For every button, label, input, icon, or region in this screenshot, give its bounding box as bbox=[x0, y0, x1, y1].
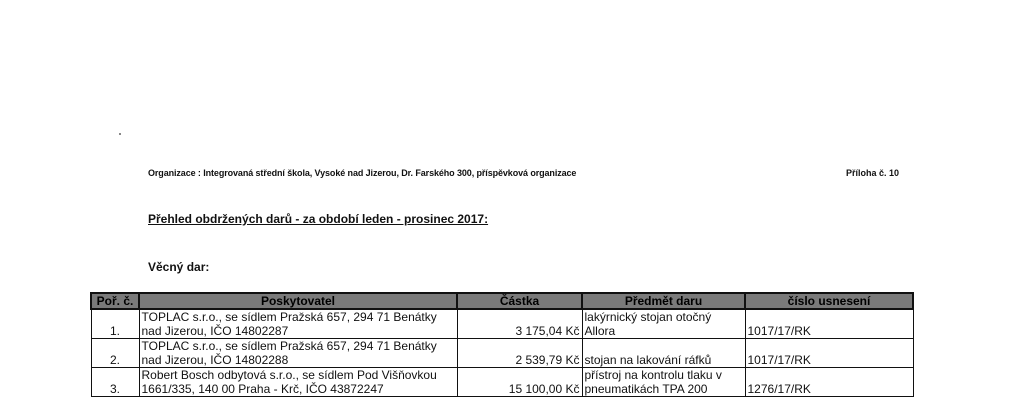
row-subject: lakýrnický stojan otočný Allora bbox=[582, 309, 745, 339]
row-provider: Robert Bosch odbytová s.r.o., se sídlem Pod Višňovkou 1661/335, 140 00 Praha - Krč, IČO 43872247 bbox=[139, 368, 457, 397]
table-header-row bbox=[91, 293, 913, 309]
row-resolution: 1276/17/RK bbox=[745, 368, 913, 397]
column-header-provider: Poskytovatel bbox=[139, 293, 457, 309]
row-subject: přístroj na kontrolu tlaku v pneumatikách TPA 200 bbox=[582, 368, 745, 397]
column-header-number: Poř. č. bbox=[91, 293, 139, 309]
row-resolution: 1017/17/RK bbox=[745, 339, 913, 368]
row-amount: 3 175,04 Kč bbox=[457, 309, 582, 339]
table-row bbox=[91, 339, 913, 368]
gifts-table bbox=[90, 292, 914, 397]
row-resolution: 1017/17/RK bbox=[745, 309, 913, 339]
row-number: 2. bbox=[91, 339, 139, 368]
organization-line: Organizace : Integrovaná střední škola, Vysoké nad Jizerou, Dr. Farského 300, příspěvková organizace bbox=[148, 168, 577, 178]
annex-number: Příloha č. 10 bbox=[846, 168, 900, 178]
section-label: Věcný dar: bbox=[148, 260, 210, 274]
table-row bbox=[91, 368, 913, 397]
column-header-subject: Předmět daru bbox=[582, 293, 745, 309]
table-row bbox=[91, 309, 913, 339]
row-number: 3. bbox=[91, 368, 139, 397]
row-provider: TOPLAC s.r.o., se sídlem Pražská 657, 294 71 Benátky nad Jizerou, IČO 14802287 bbox=[139, 309, 457, 339]
document-title: Přehled obdržených darů - za období leden - prosinec 2017: bbox=[148, 212, 489, 226]
scan-speck bbox=[119, 133, 121, 135]
column-header-amount: Částka bbox=[457, 293, 582, 309]
row-amount: 2 539,79 Kč bbox=[457, 339, 582, 368]
row-subject: stojan na lakování ráfků bbox=[582, 339, 745, 368]
row-provider: TOPLAC s.r.o., se sídlem Pražská 657, 294 71 Benátky nad Jizerou, IČO 14802288 bbox=[139, 339, 457, 368]
row-number: 1. bbox=[91, 309, 139, 339]
row-amount: 15 100,00 Kč bbox=[457, 368, 582, 397]
column-header-resolution: číslo usnesení bbox=[745, 293, 913, 309]
